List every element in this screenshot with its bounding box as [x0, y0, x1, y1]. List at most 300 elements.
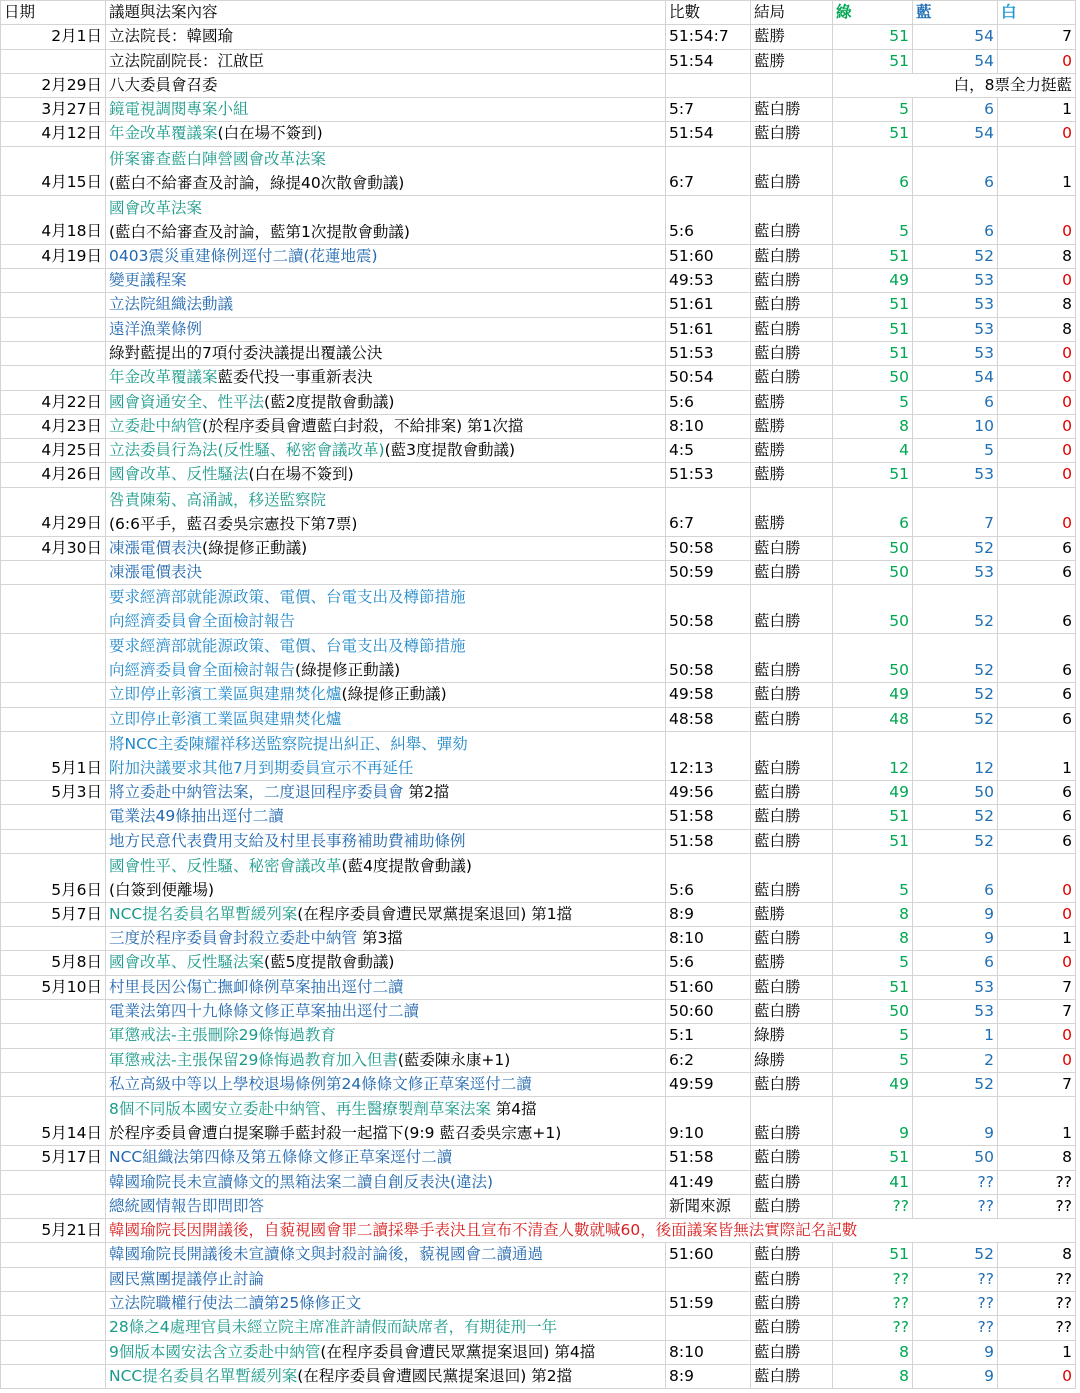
row-date: 5月1日: [1, 731, 106, 780]
row-white-count: 0: [998, 195, 1076, 244]
row-result: [751, 73, 833, 97]
topic-text: 年金改革覆議案: [109, 124, 218, 143]
row-date: 4月25日: [1, 439, 106, 463]
row-banner: [106, 1219, 1076, 1243]
row-topic: [106, 561, 666, 585]
row-date: [1, 829, 106, 853]
topic-suffix: (白在場不簽到): [248, 465, 354, 484]
banner-text: 韓國瑜院長因開議後，自藐視國會罪二讀採舉手表決且宣布不清查人數就喊60，後面議案皆無法實際記名記數: [109, 1221, 858, 1240]
row-white-count: 7: [998, 25, 1076, 49]
topic-line-2-text: 於程序委員會遭白提案聯手藍封殺一起擋下(9:9 藍召委吳宗憲+1): [109, 1124, 562, 1143]
row-white-count: 6: [998, 536, 1076, 560]
table-row: [1, 1024, 1076, 1048]
topic-line-2: [109, 609, 662, 633]
row-green-count: 51: [833, 1146, 913, 1170]
row-result: 藍勝: [751, 390, 833, 414]
row-date: [1, 49, 106, 73]
row-ratio: 5:7: [666, 98, 751, 122]
row-white-count: 1: [998, 1340, 1076, 1364]
row-blue-count: 52: [913, 634, 998, 683]
row-green-count: 51: [833, 341, 913, 365]
row-green-count: 50: [833, 561, 913, 585]
row-topic: [106, 634, 666, 683]
table-row: [1, 487, 1076, 536]
row-date: 5月14日: [1, 1097, 106, 1146]
row-ratio: 50:59: [666, 561, 751, 585]
topic-suffix: (在程序委員會遭民眾黨提案退回) 第4擋: [320, 1342, 596, 1361]
row-blue-count: 9: [913, 1340, 998, 1364]
table-row: [1, 1097, 1076, 1146]
topic-suffix: (藍委陳永康+1): [397, 1050, 511, 1069]
row-green-count: 50: [833, 585, 913, 634]
topic-text: 立法院副院長：江啟臣: [109, 51, 265, 70]
topic-text: 地方民意代表費用支給及村里長事務補助費補助條例: [109, 831, 466, 850]
row-topic: [106, 98, 666, 122]
row-green-count: 4: [833, 439, 913, 463]
row-green-count: 50: [833, 536, 913, 560]
row-white-count: 0: [998, 122, 1076, 146]
row-date: 5月7日: [1, 902, 106, 926]
row-ratio: 49:59: [666, 1072, 751, 1096]
row-date: 4月23日: [1, 414, 106, 438]
row-result: 藍勝: [751, 25, 833, 49]
row-green-count: 6: [833, 146, 913, 195]
topic-text: 立即停止彰濱工業區與建鼎焚化爐: [109, 709, 342, 728]
row-white-count: 0: [998, 439, 1076, 463]
row-result: 藍白勝: [751, 1146, 833, 1170]
row-green-count: 9: [833, 1097, 913, 1146]
row-ratio: 8:10: [666, 414, 751, 438]
topic-text: 總統國情報告即問即答: [109, 1196, 265, 1215]
row-white-count: 1: [998, 927, 1076, 951]
topic-text: 軍懲戒法-主張保留29條悔過教育加入但書: [109, 1050, 398, 1069]
row-white-count: 0: [998, 1364, 1076, 1388]
row-green-count: 5: [833, 1024, 913, 1048]
row-green-count: 51: [833, 122, 913, 146]
topic-text: 韓國瑜院長開議後未宣讀條文與封殺討論後，藐視國會二讀通過: [109, 1245, 544, 1264]
table-row: [1, 146, 1076, 195]
table-row: [1, 1291, 1076, 1315]
row-ratio: 51:53: [666, 463, 751, 487]
row-topic: [106, 49, 666, 73]
table-row: [1, 49, 1076, 73]
row-blue-count: 52: [913, 805, 998, 829]
topic-line-1: [109, 732, 662, 756]
row-date: [1, 683, 106, 707]
row-ratio: 51:61: [666, 317, 751, 341]
row-result: 藍白勝: [751, 1072, 833, 1096]
topic-line-1-text: 國會改革法案: [109, 198, 203, 217]
row-white-count: 6: [998, 585, 1076, 634]
row-date: 2月1日: [1, 25, 106, 49]
topic-line-1-text: 要求經濟部就能源政策、電價、台電支出及樽節措施: [109, 637, 466, 656]
table-row: [1, 975, 1076, 999]
table-row: [1, 98, 1076, 122]
row-blue-count: 7: [913, 487, 998, 536]
row-blue-count: 54: [913, 122, 998, 146]
row-topic: [106, 414, 666, 438]
table-row: [1, 1072, 1076, 1096]
topic-line-1-suffix: (藍4度提散會動議): [341, 856, 472, 875]
row-ratio: 12:13: [666, 731, 751, 780]
table-row: [1, 195, 1076, 244]
table-body: [1, 25, 1076, 1389]
row-white-count: 0: [998, 853, 1076, 902]
topic-line-2: [109, 658, 662, 682]
row-topic: [106, 146, 666, 195]
topic-suffix: (於程序委員會遭藍白封殺，不給排案) 第1次擋: [202, 416, 524, 435]
row-result: 藍勝: [751, 439, 833, 463]
row-result: 藍白勝: [751, 707, 833, 731]
topic-text: NCC提名委員名單暫緩列案: [109, 904, 298, 923]
row-result: 藍勝: [751, 463, 833, 487]
row-date: [1, 1316, 106, 1340]
table-row: [1, 1243, 1076, 1267]
topic-text: 國會資通安全、性平法: [109, 392, 265, 411]
row-result: 藍白勝: [751, 1340, 833, 1364]
row-result: 藍白勝: [751, 1097, 833, 1146]
row-ratio: 50:54: [666, 366, 751, 390]
row-green-count: 5: [833, 951, 913, 975]
row-result: 藍白勝: [751, 317, 833, 341]
row-date: [1, 1024, 106, 1048]
row-blue-count: 52: [913, 829, 998, 853]
table-row: [1, 73, 1076, 97]
row-result: 藍白勝: [751, 1170, 833, 1194]
topic-text: 立法院長：韓國瑜: [109, 27, 234, 46]
row-topic: [106, 269, 666, 293]
row-date: [1, 269, 106, 293]
row-blue-count: ??: [913, 1267, 998, 1291]
topic-text: 韓國瑜院長未宣讀條文的黑箱法案二讀自創反表決(違法): [109, 1172, 494, 1191]
row-ratio: 6:2: [666, 1048, 751, 1072]
row-date: 5月8日: [1, 951, 106, 975]
row-ratio: 5:1: [666, 1024, 751, 1048]
row-ratio: 50:58: [666, 536, 751, 560]
row-blue-count: 9: [913, 927, 998, 951]
row-blue-count: 6: [913, 98, 998, 122]
row-topic: [106, 683, 666, 707]
row-green-count: ??: [833, 1267, 913, 1291]
topic-text: 國民黨團提議停止討論: [109, 1269, 265, 1288]
row-white-count: ??: [998, 1194, 1076, 1218]
row-topic: [106, 366, 666, 390]
topic-text: 變更議程案: [109, 271, 187, 290]
topic-text: 立法委員行為法(反性騷、秘密會議改革): [109, 441, 385, 460]
row-blue-count: 5: [913, 439, 998, 463]
row-date: 5月17日: [1, 1146, 106, 1170]
row-date: [1, 634, 106, 683]
row-result: 藍白勝: [751, 293, 833, 317]
topic-line-1: [109, 854, 662, 878]
row-result: 藍勝: [751, 902, 833, 926]
header-row: [1, 1, 1076, 25]
row-result: 綠勝: [751, 1048, 833, 1072]
header-white: 白: [998, 1, 1076, 25]
row-blue-count: 53: [913, 561, 998, 585]
row-result: 藍白勝: [751, 1000, 833, 1024]
row-green-count: 5: [833, 195, 913, 244]
row-white-count: 6: [998, 707, 1076, 731]
row-result: 藍白勝: [751, 853, 833, 902]
row-ratio: 49:56: [666, 780, 751, 804]
table-row: [1, 1000, 1076, 1024]
topic-text: 村里長因公傷亡撫卹條例草案抽出逕付二讀: [109, 977, 404, 996]
topic-text: 將立委赴中納管法案，二度退回程序委員會: [109, 782, 404, 801]
topic-text: 立委赴中納管: [109, 416, 203, 435]
row-result: 藍白勝: [751, 683, 833, 707]
topic-text: 三度於程序委員會封殺立委赴中納管: [109, 929, 358, 948]
row-ratio: 48:58: [666, 707, 751, 731]
row-ratio: 5:6: [666, 390, 751, 414]
row-topic: [106, 731, 666, 780]
row-topic: [106, 73, 666, 97]
row-topic: [106, 707, 666, 731]
topic-line-1-text: 咎責陳菊、高涌誠，移送監察院: [109, 490, 327, 509]
row-ratio: 51:61: [666, 293, 751, 317]
row-white-count: 6: [998, 561, 1076, 585]
topic-text: 9個版本國安法含立委赴中納管: [109, 1342, 321, 1361]
topic-suffix: (在程序委員會遭民眾黨提案退回) 第1擋: [297, 904, 573, 923]
topic-suffix: (綠提修正動議): [341, 685, 447, 704]
table-row: [1, 1048, 1076, 1072]
row-blue-count: 53: [913, 317, 998, 341]
row-topic: [106, 1291, 666, 1315]
row-blue-count: 52: [913, 707, 998, 731]
table-row: [1, 414, 1076, 438]
table-row: [1, 951, 1076, 975]
row-green-count: 50: [833, 366, 913, 390]
topic-suffix: 藍委代投一事重新表決: [217, 368, 373, 387]
row-result: 藍白勝: [751, 269, 833, 293]
row-topic: [106, 805, 666, 829]
row-date: 4月19日: [1, 244, 106, 268]
topic-suffix: 第2擋: [403, 782, 450, 801]
row-date: 5月21日: [1, 1219, 106, 1243]
row-topic: [106, 244, 666, 268]
topic-line-2: [109, 878, 662, 902]
row-green-count: 6: [833, 487, 913, 536]
row-white-count: 0: [998, 414, 1076, 438]
row-green-count: 51: [833, 829, 913, 853]
row-result: 藍勝: [751, 414, 833, 438]
row-topic: [106, 1243, 666, 1267]
topic-line-1-text: 要求經濟部就能源政策、電價、台電支出及樽節措施: [109, 588, 466, 607]
header-topic: 議題與法案內容: [106, 1, 666, 25]
table-row: [1, 585, 1076, 634]
row-white-count: 0: [998, 366, 1076, 390]
row-blue-count: 2: [913, 1048, 998, 1072]
row-green-count: 51: [833, 244, 913, 268]
row-white-count: 6: [998, 780, 1076, 804]
row-green-count: 8: [833, 927, 913, 951]
table-row: [1, 707, 1076, 731]
row-topic: [106, 536, 666, 560]
table-row: [1, 1194, 1076, 1218]
row-topic: [106, 1146, 666, 1170]
row-result: 藍白勝: [751, 975, 833, 999]
table-row: [1, 902, 1076, 926]
row-blue-count: 6: [913, 390, 998, 414]
row-topic: [106, 1267, 666, 1291]
topic-line-1: [109, 634, 662, 658]
table-row: [1, 1364, 1076, 1388]
row-topic: [106, 195, 666, 244]
row-ratio: 51:58: [666, 829, 751, 853]
topic-line-2-text: (白簽到便離場): [109, 880, 215, 899]
row-result: 藍白勝: [751, 1316, 833, 1340]
topic-text: 綠對藍提出的7項付委決議提出覆議公決: [109, 343, 383, 362]
topic-suffix: (藍3度提散會動議): [384, 441, 516, 460]
topic-suffix: 第3擋: [357, 929, 403, 948]
topic-text: 國會改革、反性騷法: [109, 465, 249, 484]
row-ratio: [666, 73, 751, 97]
topic-text: 電業法第四十九條條文修正草案抽出逕付二讀: [109, 1002, 420, 1021]
row-white-count: 0: [998, 951, 1076, 975]
row-white-count: 0: [998, 902, 1076, 926]
row-green-count: 48: [833, 707, 913, 731]
topic-suffix: (綠提修正動議): [202, 538, 308, 557]
row-topic: [106, 1170, 666, 1194]
table-row: [1, 780, 1076, 804]
row-ratio: 51:54: [666, 122, 751, 146]
row-date: 5月10日: [1, 975, 106, 999]
topic-text: 立法院職權行使法二讀第25條修正文: [109, 1293, 362, 1312]
row-blue-count: 53: [913, 975, 998, 999]
row-green-count: 12: [833, 731, 913, 780]
row-topic: [106, 1340, 666, 1364]
row-date: [1, 1267, 106, 1291]
row-topic: [106, 1097, 666, 1146]
row-ratio: 8:10: [666, 927, 751, 951]
row-white-count: 0: [998, 487, 1076, 536]
row-white-count: 8: [998, 244, 1076, 268]
row-topic: [106, 902, 666, 926]
row-ratio: 新聞來源: [666, 1194, 751, 1218]
row-blue-count: 53: [913, 341, 998, 365]
row-topic: [106, 487, 666, 536]
table-row: [1, 1219, 1076, 1243]
table-row: [1, 1316, 1076, 1340]
row-topic: [106, 1048, 666, 1072]
row-result: 藍勝: [751, 951, 833, 975]
row-green-count: 49: [833, 1072, 913, 1096]
row-result: 藍白勝: [751, 1267, 833, 1291]
row-topic: [106, 1024, 666, 1048]
row-date: [1, 707, 106, 731]
topic-line-2: [109, 512, 662, 536]
row-ratio: 51:58: [666, 1146, 751, 1170]
row-topic: [106, 1364, 666, 1388]
topic-line-2-text: (6:6平手，藍召委吳宗憲投下第7票): [109, 514, 358, 533]
table-row: [1, 317, 1076, 341]
row-white-count: ??: [998, 1316, 1076, 1340]
row-topic: [106, 951, 666, 975]
table-row: [1, 1170, 1076, 1194]
row-green-count: 50: [833, 634, 913, 683]
row-ratio: 50:58: [666, 634, 751, 683]
row-result: 藍白勝: [751, 366, 833, 390]
row-result: 藍白勝: [751, 195, 833, 244]
row-ratio: 51:54: [666, 49, 751, 73]
row-blue-count: 50: [913, 1146, 998, 1170]
row-ratio: 51:58: [666, 805, 751, 829]
row-blue-count: 52: [913, 536, 998, 560]
row-green-count: 51: [833, 49, 913, 73]
row-green-count: 49: [833, 780, 913, 804]
topic-text: 軍懲戒法-主張刪除29條悔過教育: [109, 1026, 336, 1045]
row-green-count: 8: [833, 414, 913, 438]
row-topic: [106, 853, 666, 902]
row-green-count: ??: [833, 1291, 913, 1315]
row-white-count: 1: [998, 98, 1076, 122]
row-result: 藍白勝: [751, 805, 833, 829]
row-blue-count: 9: [913, 1097, 998, 1146]
row-ratio: 51:59: [666, 1291, 751, 1315]
row-ratio: 6:7: [666, 146, 751, 195]
topic-line-2: [109, 171, 662, 195]
row-green-count: 5: [833, 1048, 913, 1072]
row-date: 4月30日: [1, 536, 106, 560]
row-topic: [106, 390, 666, 414]
row-green-count: 50: [833, 1000, 913, 1024]
topic-line-2: [109, 1121, 662, 1145]
row-blue-count: 6: [913, 146, 998, 195]
table-row: [1, 293, 1076, 317]
row-result: 藍白勝: [751, 122, 833, 146]
row-white-count: ??: [998, 1267, 1076, 1291]
row-blue-count: 10: [913, 414, 998, 438]
row-green-count: ??: [833, 1194, 913, 1218]
row-white-count: 8: [998, 293, 1076, 317]
row-ratio: 8:10: [666, 1340, 751, 1364]
table-row: [1, 561, 1076, 585]
row-ratio: 8:9: [666, 902, 751, 926]
row-green-count: 51: [833, 463, 913, 487]
header-blue: 藍: [913, 1, 998, 25]
row-blue-count: 53: [913, 463, 998, 487]
row-ratio: 49:53: [666, 269, 751, 293]
row-white-count: 0: [998, 341, 1076, 365]
row-green-count: 8: [833, 1340, 913, 1364]
row-topic: [106, 1072, 666, 1096]
row-topic: [106, 317, 666, 341]
row-blue-count: 9: [913, 902, 998, 926]
row-blue-count: 6: [913, 853, 998, 902]
row-date: [1, 366, 106, 390]
topic-suffix: (藍2度提散會動議): [264, 392, 395, 411]
row-white-count: 8: [998, 1146, 1076, 1170]
row-blue-count: 52: [913, 1072, 998, 1096]
topic-suffix: (白在場不簽到): [217, 124, 323, 143]
row-blue-count: 12: [913, 731, 998, 780]
row-green-count: 49: [833, 683, 913, 707]
row-result: 藍白勝: [751, 98, 833, 122]
topic-suffix: (藍5度提散會動議): [264, 953, 395, 972]
row-date: 4月15日: [1, 146, 106, 195]
topic-line-1: [109, 147, 662, 171]
row-date: 4月29日: [1, 487, 106, 536]
table-row: [1, 269, 1076, 293]
table-row: [1, 341, 1076, 365]
topic-line-2: [109, 756, 662, 780]
topic-text: 凍漲電價表決: [109, 563, 203, 582]
row-result: 藍白勝: [751, 1364, 833, 1388]
row-blue-count: 50: [913, 780, 998, 804]
topic-text: 遠洋漁業條例: [109, 319, 203, 338]
row-result: 藍白勝: [751, 561, 833, 585]
row-result: 藍勝: [751, 487, 833, 536]
